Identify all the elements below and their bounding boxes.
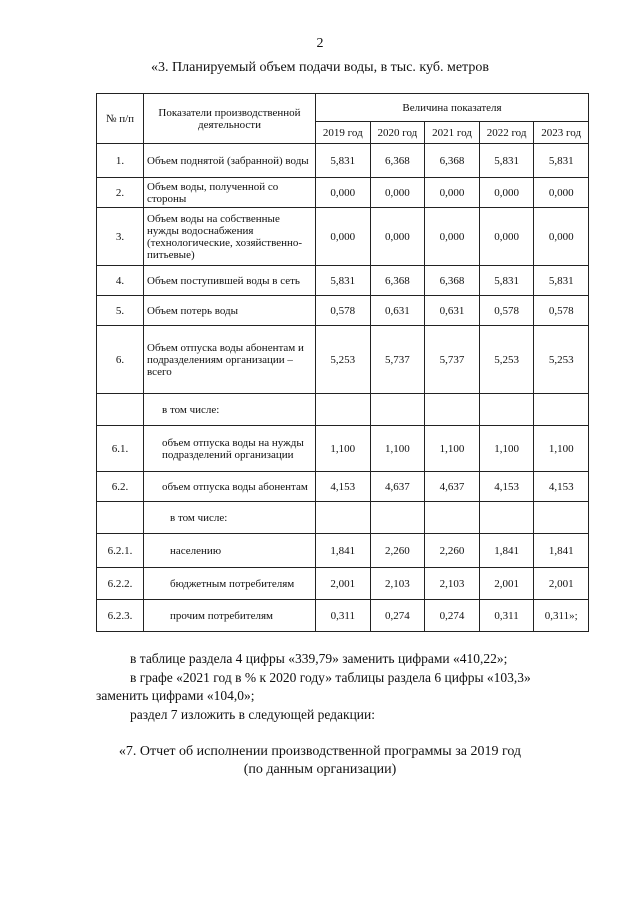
- row-value: 2,001: [316, 568, 371, 600]
- row-value: 5,253: [479, 326, 534, 394]
- col-header-year: 2020 год: [370, 122, 425, 144]
- table-row: [97, 426, 589, 472]
- row-value: [479, 502, 534, 534]
- row-value: 4,153: [479, 472, 534, 502]
- row-value: 5,831: [316, 144, 371, 178]
- row-value: 5,831: [479, 144, 534, 178]
- report-title-line-2: (по данным организации): [243, 762, 397, 777]
- row-number: 2.: [97, 178, 144, 208]
- row-indicator: Объем поступившей воды в сеть: [144, 266, 316, 296]
- row-value: 0,274: [370, 600, 425, 632]
- row-value: 0,000: [479, 208, 534, 266]
- report-title: [0, 743, 640, 779]
- row-value: 0,000: [479, 178, 534, 208]
- row-value: 0,578: [534, 296, 589, 326]
- table-row: [97, 534, 589, 568]
- row-value: 0,000: [534, 178, 589, 208]
- row-indicator: Объем воды, полученной со стороны: [144, 178, 316, 208]
- row-value: 2,001: [534, 568, 589, 600]
- row-number: 6.: [97, 326, 144, 394]
- text-line-4: раздел 7 изложить в следующей редакции:: [130, 707, 376, 722]
- table-row: [97, 472, 589, 502]
- row-value: 5,737: [370, 326, 425, 394]
- page-number: 2: [316, 36, 324, 51]
- row-value: 2,260: [425, 534, 480, 568]
- row-value: 0,000: [534, 208, 589, 266]
- row-value: 1,100: [425, 426, 480, 472]
- col-header-year: 2023 год: [534, 122, 589, 144]
- row-number: [97, 394, 144, 426]
- row-value: 2,260: [370, 534, 425, 568]
- row-value: [370, 502, 425, 534]
- row-value: 0,631: [425, 296, 480, 326]
- row-value: 6,368: [425, 266, 480, 296]
- row-value: [534, 394, 589, 426]
- text-line-3: заменить цифрами «104,0»;: [96, 688, 255, 703]
- row-value: 5,737: [425, 326, 480, 394]
- row-value: 0,631: [370, 296, 425, 326]
- row-indicator: прочим потребителям: [144, 600, 316, 632]
- row-value: 0,000: [316, 178, 371, 208]
- table-row: [97, 394, 589, 426]
- col-header-year: 2019 год: [316, 122, 371, 144]
- row-number: 1.: [97, 144, 144, 178]
- report-title-line-1: «7. Отчет об исполнении производственной программы за 2019 год: [118, 744, 522, 759]
- row-number: 6.2.: [97, 472, 144, 502]
- row-indicator: Объем отпуска воды абонентам и подразделениям организации – всего: [144, 326, 316, 394]
- row-value: 5,831: [534, 144, 589, 178]
- row-value: 1,100: [479, 426, 534, 472]
- row-indicator: в том числе:: [144, 394, 316, 426]
- row-value: [316, 502, 371, 534]
- row-value: 6,368: [370, 266, 425, 296]
- text-line-2: в графе «2021 год в % к 2020 году» таблицы раздела 6 цифры «103,3»: [130, 670, 531, 685]
- row-value: 0,000: [425, 208, 480, 266]
- row-value: 1,841: [316, 534, 371, 568]
- table-row: [97, 568, 589, 600]
- text-line-1: в таблице раздела 4 цифры «339,79» заменить цифрами «410,22»;: [130, 651, 508, 666]
- row-value: [316, 394, 371, 426]
- row-indicator: объем отпуска воды абонентам: [144, 472, 316, 502]
- row-value: [370, 394, 425, 426]
- col-header-year: 2022 год: [479, 122, 534, 144]
- row-indicator: населению: [144, 534, 316, 568]
- row-value: 5,831: [479, 266, 534, 296]
- row-value: [534, 502, 589, 534]
- row-value: 2,001: [479, 568, 534, 600]
- section-title: «3. Планируемый объем подачи воды, в тыс. куб. метров: [151, 60, 489, 75]
- row-value: 5,831: [534, 266, 589, 296]
- table-row: [97, 144, 589, 178]
- row-value: [479, 394, 534, 426]
- row-indicator: Объем потерь воды: [144, 296, 316, 326]
- row-value: 4,153: [316, 472, 371, 502]
- row-number: 6.2.3.: [97, 600, 144, 632]
- row-value: 6,368: [425, 144, 480, 178]
- row-value: 5,253: [534, 326, 589, 394]
- row-value: 0,311: [479, 600, 534, 632]
- row-value: 0,274: [425, 600, 480, 632]
- table-row: [97, 266, 589, 296]
- row-indicator: в том числе:: [144, 502, 316, 534]
- row-indicator: объем отпуска воды на нужды подразделений организации: [144, 426, 316, 472]
- row-value: 1,100: [316, 426, 371, 472]
- row-value: 0,311»;: [534, 600, 589, 632]
- row-indicator: бюджетным потребителям: [144, 568, 316, 600]
- table-row: [97, 296, 589, 326]
- row-value: [425, 394, 480, 426]
- col-header-indicator: Показатели производственной деятельности: [144, 94, 316, 144]
- water-supply-table: [96, 93, 589, 632]
- table-row: [97, 502, 589, 534]
- row-indicator: Объем воды на собственные нужды водоснабжения (технологические, хозяйственно-питьевые): [144, 208, 316, 266]
- table-row: [97, 208, 589, 266]
- table-row: [97, 600, 589, 632]
- row-value: 5,253: [316, 326, 371, 394]
- row-value: 5,831: [316, 266, 371, 296]
- row-value: 6,368: [370, 144, 425, 178]
- row-number: 5.: [97, 296, 144, 326]
- row-number: 6.2.1.: [97, 534, 144, 568]
- row-indicator: Объем поднятой (забранной) воды: [144, 144, 316, 178]
- row-value: 2,103: [425, 568, 480, 600]
- row-value: 0,000: [370, 178, 425, 208]
- row-value: 0,000: [316, 208, 371, 266]
- row-value: 0,578: [479, 296, 534, 326]
- table-row: [97, 326, 589, 394]
- row-value: 0,000: [425, 178, 480, 208]
- row-value: 4,153: [534, 472, 589, 502]
- row-value: [425, 502, 480, 534]
- row-number: 6.1.: [97, 426, 144, 472]
- row-value: 4,637: [370, 472, 425, 502]
- table-row: [97, 178, 589, 208]
- row-number: 4.: [97, 266, 144, 296]
- col-header-value: Величина показателя: [316, 94, 589, 122]
- row-number: 3.: [97, 208, 144, 266]
- row-value: 0,578: [316, 296, 371, 326]
- row-value: 1,841: [479, 534, 534, 568]
- row-value: 1,841: [534, 534, 589, 568]
- row-number: 6.2.2.: [97, 568, 144, 600]
- col-header-year: 2021 год: [425, 122, 480, 144]
- row-value: 4,637: [425, 472, 480, 502]
- row-value: 2,103: [370, 568, 425, 600]
- col-header-num: № п/п: [97, 94, 144, 144]
- row-value: 1,100: [534, 426, 589, 472]
- row-value: 1,100: [370, 426, 425, 472]
- row-number: [97, 502, 144, 534]
- row-value: 0,311: [316, 600, 371, 632]
- row-value: 0,000: [370, 208, 425, 266]
